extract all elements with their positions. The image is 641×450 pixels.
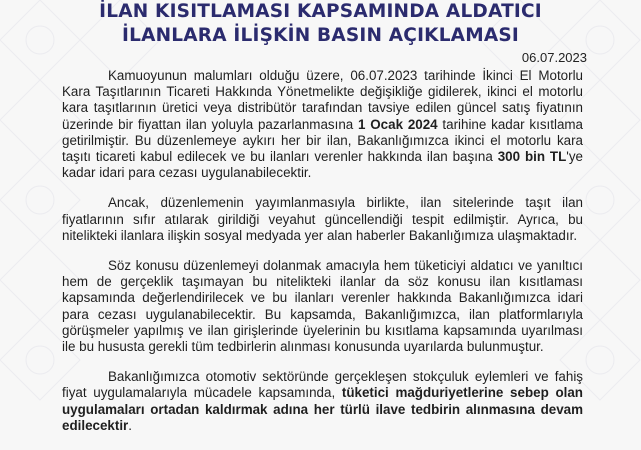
paragraph-1-text-a: Kamuoyunun malumları olduğu üzere, 06.07.2023 tarihinde İkinci El Motorlu Kara Taşıtlarının Ticareti Hakkında Yönetmelikte değişikliğe gidilerek, ikinci el motorlu kara taşıtlarının üretici veya distribütör tarafından tavsiye edilen güncel satış fiyatının üzerinde bir fiyattan ilan yoluyla pazarlanmasına	[62, 68, 583, 132]
paragraph-1-text-c: 'ye kadar idari para cezası uygulanabilecektir.	[62, 149, 583, 181]
document-date: 06.07.2023	[521, 50, 587, 65]
deadline-date: 1 Ocak 2024	[358, 116, 438, 132]
paragraph-4-emphasis: tüketici mağduriyetlerine sebep olan uygulamaları ortadan kaldırmak adına her türlü ilave tedbirin alınmasına devam edilecektir	[62, 385, 583, 433]
page-title	[0, 0, 641, 48]
paragraph-4-text-a: Bakanlığımızca otomotiv sektöründe gerçekleşen stokçuluk eylemleri ve fahiş fiyat uygulamalarıyla mücadele kapsamında,	[62, 369, 583, 401]
paragraph-4-text-b: .	[128, 417, 132, 433]
paragraph-2: Ancak, düzenlemenin yayımlanmasıyla birlikte, ilan sitelerinde taşıt ilan fiyatlarının sıfır atılarak girildiği veyahut güncellendiği tespit edilmiştir. Ayrıca, bu nitelikteki ilanlara ilişkin sosyal medyada yer alan haberler Bakanlığımıza ulaşmaktadır.	[62, 195, 583, 243]
document-body	[62, 68, 583, 448]
paragraph-1	[62, 68, 583, 181]
paragraph-4	[62, 369, 583, 434]
paragraph-1-text-b: tarihine kadar kısıtlama getirilmiştir. Bu düzenlemeye aykırı her bir ilan, Bakanlığımızca ikinci el motorlu kara taşıtı ticareti kabul edilecek ve bu ilanları verenler hakkında ilan başına	[62, 116, 583, 165]
title-line-1: İLAN KISITLAMASI KAPSAMINDA ALDATICI	[99, 1, 542, 22]
title-line-2: İLANLARA İLİŞKİN BASIN AÇIKLAMASI	[122, 25, 519, 46]
fine-amount: 300 bin TL	[497, 149, 567, 165]
paragraph-3: Söz konusu düzenlemeyi dolanmak amacıyla hem tüketiciyi aldatıcı ve yanıltıcı hem de gerçeklik taşımayan bu nitelikteki ilanlar da söz konusu ilan kısıtlaması kapsamında değerlendirilecek ve bu ilanları verenler hakkında Bakanlığımızca idari para cezası uygulanabilecektir. Bu kapsamda, Bakanlığımızca, ilan platformlarıyla görüşmeler yapılmış ve ilan girişlerinde üyelerinin bu kısıtlama kapsamında uyarılması ile bu hususta gerekli tüm tedbirlerin alınması konusunda uyarılarda bulunmuştur.	[62, 258, 583, 355]
